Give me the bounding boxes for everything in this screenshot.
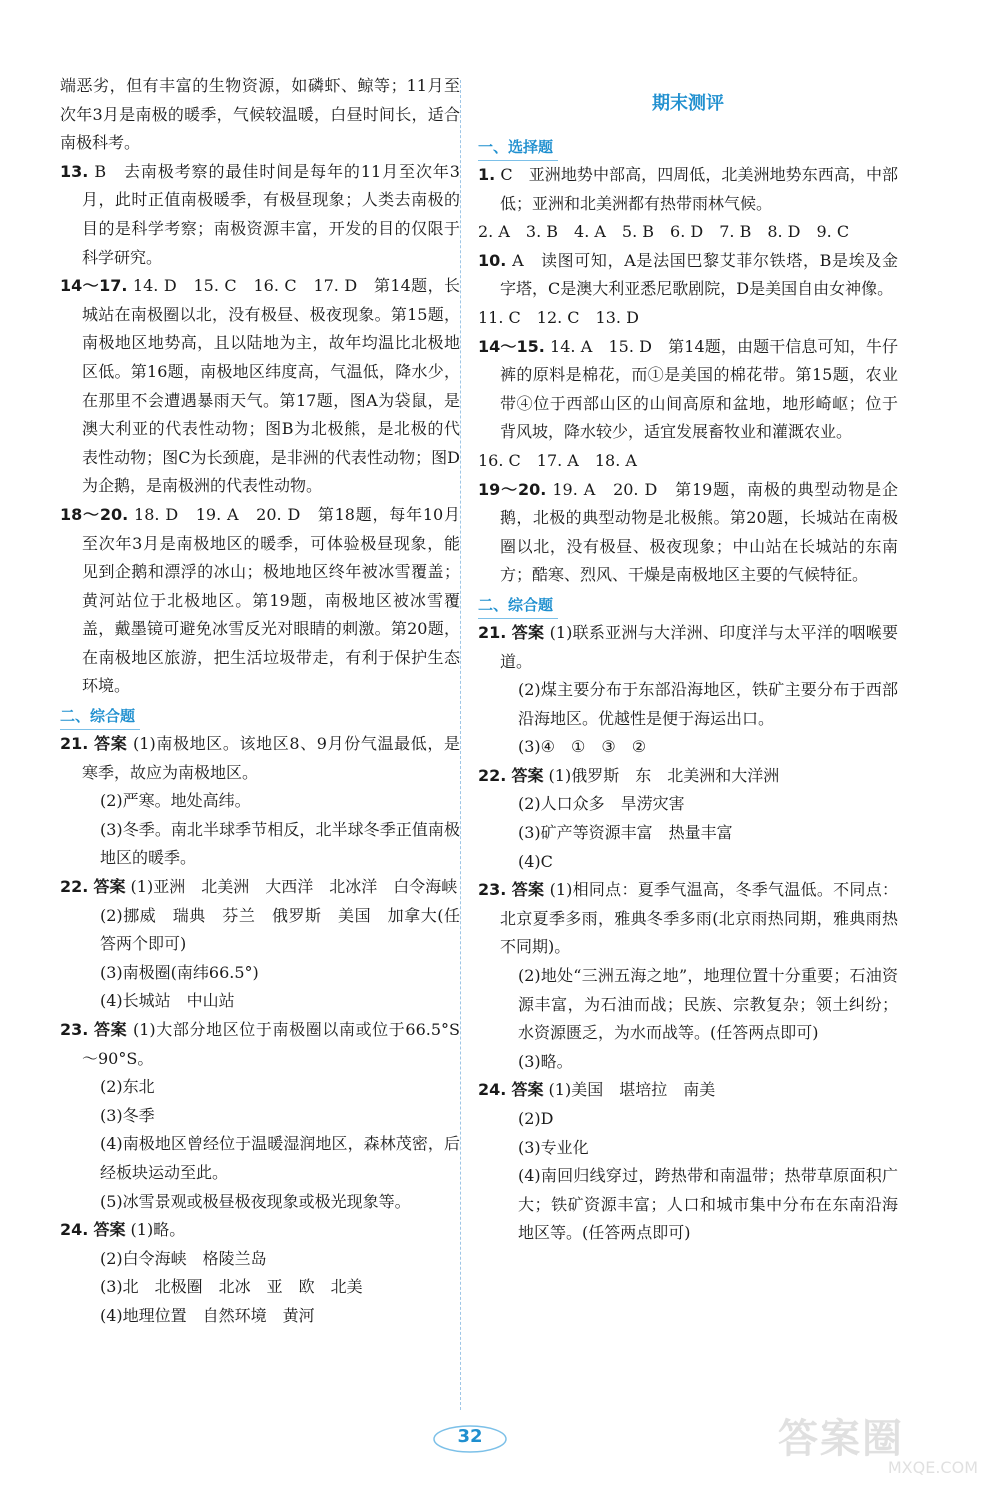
answer-text [478, 848, 898, 877]
watermark [778, 1407, 978, 1477]
page-number [430, 1417, 510, 1457]
section-heading: 二、综合题 [60, 707, 136, 726]
item-text: (2)地处“三洲五海之地”，地理位置十分重要；石油资源丰富，为石油而战；民族、宗教复杂；领土纠纷；水资源匮乏，为水而战等。(任答两点即可) [518, 966, 898, 1043]
item-number: 21. [60, 734, 89, 754]
item-number: 22. [478, 765, 507, 785]
answer-text [478, 733, 898, 762]
answer-label: 答案 [511, 880, 545, 900]
answer-item [478, 1076, 898, 1105]
item-text: (2)白令海峡 格陵兰岛 [100, 1248, 267, 1268]
answer-item [478, 304, 898, 333]
answer-text [60, 1302, 460, 1331]
item-text: 11. C 12. C 13. D [478, 307, 639, 327]
answer-text [60, 72, 460, 158]
item-text: (2)东北 [100, 1077, 155, 1097]
right-column [478, 88, 898, 1248]
answer-text [478, 1105, 898, 1134]
item-text: (1)美国 堪培拉 南美 [548, 1080, 716, 1100]
item-text: (1)俄罗斯 东 北美洲和大洋洲 [548, 765, 780, 785]
item-text: A 读图可知，A是法国巴黎艾菲尔铁塔，B是埃及金字塔，C是澳大利亚悉尼歌剧院，D是美国自由女神像。 [500, 250, 898, 299]
section-title: 期末测评 [652, 93, 724, 114]
answer-item [60, 730, 460, 787]
answer-text [478, 1162, 898, 1248]
item-text: C 亚洲地势中部高，四周低，北美洲地势东西高，中部低；亚洲和北美洲都有热带雨林气候。 [500, 165, 898, 213]
item-text: 2. A 3. B 4. A 5. B 6. D 7. B 8. D 9. C [478, 222, 850, 242]
column-divider [460, 80, 461, 1410]
item-number: 1. [478, 165, 496, 184]
answer-text [60, 787, 460, 816]
page-number-text: 32 [457, 1426, 483, 1447]
answer-text [478, 1048, 898, 1077]
item-number: 19～20. [478, 479, 547, 499]
item-text: (1)联系亚洲与大洋洲、印度洋与太平洋的咽喉要道。 [500, 622, 898, 671]
item-number: 24. [478, 1080, 507, 1100]
item-text: 14. D 15. C 16. C 17. D 第14题，长城站在南极圈以北，没有极昼、极夜现象。第15题，南极地区地势高，且以陆地为主，故年均温比北极地区低。第16题，南极地区纬度高，气温低，降水少，在那里不会遭遇暴雨天气。第17题，图A为袋鼠，是澳大利亚的代表性动物；图B为北极熊，是北极的代表性动物；图C为长颈鹿，是非洲的代表性动物；图D为企鹅，是南极洲的代表性动物。 [82, 276, 460, 496]
answer-text [60, 1073, 460, 1102]
answer-label: 答案 [511, 622, 545, 642]
answer-item [478, 247, 898, 304]
answer-item [60, 1216, 460, 1245]
answer-text [478, 962, 898, 1048]
item-text: (2)严寒。地处高纬。 [100, 791, 251, 811]
answer-item [478, 218, 898, 247]
answer-text [60, 1273, 460, 1302]
item-text: (4)南回归线穿过，跨热带和南温带；热带草原面积广大；铁矿资源丰富；人口和城市集中分布在东南沿海地区等。(任答两点即可) [518, 1166, 898, 1243]
item-text: (2)人口众多 旱涝灾害 [518, 794, 685, 814]
item-text: (1)相同点：夏季气温高，冬季气温低。不同点：北京夏季多雨，雅典冬季多雨(北京雨热同期，雅典雨热不同期)。 [500, 880, 898, 957]
item-text: (3)略。 [518, 1051, 573, 1071]
item-number: 18～20. [60, 504, 129, 524]
item-text: 14. A 15. D 第14题，由题干信息可知，牛仔裤的原料是棉花，而①是美国的棉花带。第15题，农业带④位于西部山区的山间高原和盆地，地形崎岖；位于背风坡，降水较少，适宜发展畜牧业和灌溉农业。 [500, 336, 898, 442]
item-text: (4)地理位置 自然环境 黄河 [100, 1305, 315, 1325]
watermark-url: MXQE.COM [887, 1458, 978, 1477]
item-text: (4)长城站 中山站 [100, 991, 235, 1011]
item-number: 14～17. [60, 276, 128, 296]
answer-text [478, 1134, 898, 1163]
item-text: (2)D [518, 1109, 554, 1128]
item-text: (3)冬季 [100, 1105, 155, 1125]
answer-text [60, 987, 460, 1016]
answer-text [60, 816, 460, 873]
item-number: 24. [60, 1220, 89, 1240]
answer-label: 答案 [93, 1220, 126, 1240]
answer-item [60, 272, 460, 501]
answer-text [60, 1130, 460, 1187]
item-text: (5)冰雪景观或极昼极夜现象或极光现象等。 [100, 1191, 411, 1211]
item-text: (3)南极圈(南纬66.5°) [100, 962, 259, 982]
answer-item [478, 161, 898, 218]
item-text: (3)冬季。南北半球季节相反，北半球冬季正值南极地区的暖季。 [100, 819, 460, 868]
item-text: (4)南极地区曾经位于温暖湿润地区，森林茂密，后经板块运动至此。 [100, 1134, 460, 1182]
answer-text [478, 790, 898, 819]
answer-label: 答案 [511, 765, 544, 785]
item-text: (1)略。 [130, 1220, 186, 1240]
item-text: B 去南极考察的最佳时间是每年的11月至次年3月，此时正值南极暖季，有极昼现象；人类去南极的目的是科学考察；南极资源丰富，开发的目的仅限于科学研究。 [82, 161, 460, 267]
answer-text [60, 1102, 460, 1131]
answer-text [60, 902, 460, 959]
left-column [60, 72, 460, 1331]
item-text: 18. D 19. A 20. D 第18题，每年10月至次年3月是南极地区的暖季，可体验极昼现象，能见到企鹅和漂浮的冰山；极地地区终年被冰雪覆盖；黄河站位于北极地区。第19题，南极地区被冰雪覆盖，戴墨镜可避免冰雪反光对眼睛的刺激。第20题，在南极地区旅游，把生活垃圾带走，有利于保护生态环境。 [82, 504, 460, 696]
answer-label: 答案 [94, 734, 128, 754]
item-number: 23. [60, 1020, 89, 1039]
item-text: (3)矿产等资源丰富 热量丰富 [518, 823, 733, 843]
answer-label: 答案 [94, 1020, 128, 1039]
item-text: (3)专业化 [518, 1137, 589, 1157]
watermark-logo: 答案圈 [778, 1416, 904, 1462]
item-text: (1)大部分地区位于南极圈以南或位于66.5°S～90°S。 [82, 1020, 460, 1068]
answer-item [478, 876, 898, 962]
answer-item [60, 501, 460, 701]
answer-text [60, 1245, 460, 1274]
answer-item [478, 333, 898, 447]
answer-item [60, 1016, 460, 1073]
item-text: (2)挪威 瑞典 芬兰 俄罗斯 美国 加拿大(任答两个即可) [100, 905, 460, 954]
answer-text [60, 959, 460, 988]
item-number: 10. [478, 250, 507, 270]
section-heading: 一、选择题 [478, 138, 554, 156]
item-text: (2)煤主要分布于东部沿海地区，铁矿主要分布于西部沿海地区。优越性是便于海运出口。 [518, 680, 898, 728]
item-text: 端恶劣，但有丰富的生物资源，如磷虾、鲸等；11月至次年3月是南极的暖季，气候较温暖，白昼时间长，适合南极科考。 [60, 76, 460, 153]
item-text: (3)④ ① ③ ② [518, 737, 647, 757]
answer-item [478, 619, 898, 676]
section-heading: 二、综合题 [478, 595, 554, 614]
answer-item [60, 873, 460, 902]
answer-item [478, 762, 898, 791]
item-number: 23. [478, 880, 507, 900]
answer-label: 答案 [93, 877, 126, 897]
item-text: (1)南极地区。该地区8、9月份气温最低，是寒季，故应为南极地区。 [82, 734, 460, 782]
item-text: 19. A 20. D 第19题，南极的典型动物是企鹅，北极的典型动物是北极熊。第20题，长城站在南极圈以北，没有极昼、极夜现象；中山站在长城站的东南方；酷寒、烈风、干燥是南极地区主要的气候特征。 [500, 479, 898, 585]
answer-text [478, 819, 898, 848]
answer-text [478, 676, 898, 733]
answer-item [478, 476, 898, 590]
answer-item [60, 158, 460, 272]
answer-text [60, 1188, 460, 1217]
item-text: 16. C 17. A 18. A [478, 450, 637, 470]
answer-label: 答案 [511, 1080, 544, 1100]
item-text: (1)亚洲 北美洲 大西洋 北冰洋 白令海峡 [130, 877, 458, 897]
item-text: (4)C [518, 851, 553, 871]
item-number: 21. [478, 622, 507, 642]
item-text: (3)北 北极圈 北冰 亚 欧 北美 [100, 1277, 363, 1297]
item-number: 13. [60, 161, 89, 181]
answer-item [478, 447, 898, 476]
item-number: 22. [60, 877, 89, 897]
item-number: 14～15. [478, 336, 545, 356]
